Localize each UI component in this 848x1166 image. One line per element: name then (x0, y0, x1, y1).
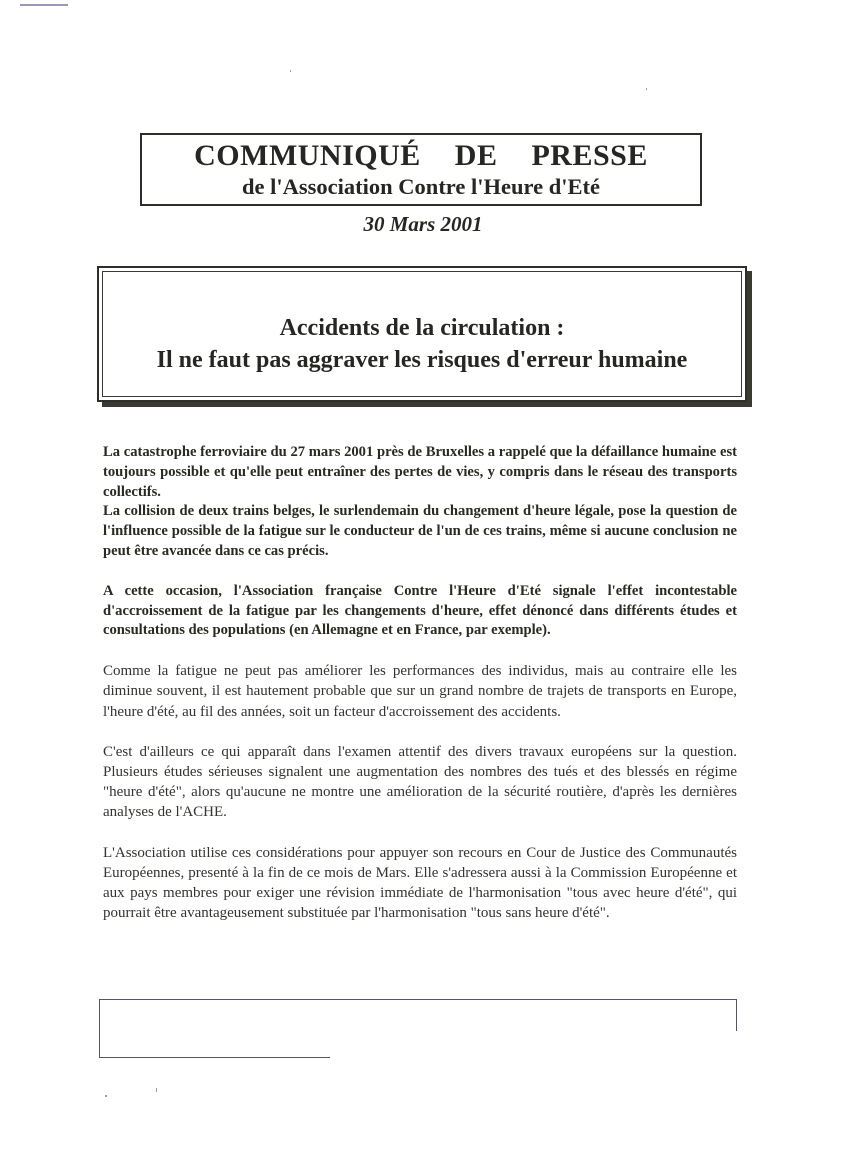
headline-inner-frame (102, 271, 742, 397)
paragraph-4: Comme la fatigue ne peut pas améliorer les performances des individus, mais au contraire elle les diminue souvent, il est hautement probable que sur un grand nombre de trajets de transports en Europe, l'heure d'été, au fil des années, soit un facteur d'accroissement des accidents. (103, 663, 737, 720)
paragraph-2: La collision de deux trains belges, le surlendemain du changement d'heure légale, pose la question de l'influence possible de la fatigue sur le conducteur de l'un de ces trains, même si aucune conclusion ne peut être avancée dans ce cas précis. (103, 503, 737, 559)
document-body (103, 443, 737, 943)
document-title: COMMUNIQUÉ DE PRESSE (194, 139, 648, 172)
scan-artifact-line (20, 4, 68, 6)
scan-speck (646, 88, 647, 90)
scan-speck (156, 1088, 157, 1092)
scan-speck (290, 70, 291, 72)
footer-frame-bottom (99, 1030, 330, 1058)
headline-line-2: Il ne faut pas aggraver les risques d'erreur humaine (156, 347, 688, 373)
paragraph-6: L'Association utilise ces considérations pour appuyer son recours en Cour de Justice des Communautés Européennes, presenté à la fin de ce mois de Mars. Elle s'adressera aussi à la Commission Européenne et aux pays membres pour exiger une révision immédiate de l'harmonisation "tous avec heure d'été", qui pourrait être avantageusement substituée par l'harmonisation "tous sans heure d'été". (103, 844, 737, 922)
paragraph-1: La catastrophe ferroviaire du 27 mars 2001 près de Bruxelles a rappelé que la défaillance humaine est toujours possible et qu'elle peut entraîner des pertes de vies, y compris dans le réseau des transports collectifs. (103, 444, 737, 500)
headline-line-1: Accidents de la circulation : (279, 315, 565, 341)
header-box (140, 133, 702, 206)
paragraph-5: C'est d'ailleurs ce qui apparaît dans l'examen attentif des divers travaux européens sur la question. Plusieurs études sérieuses signalent une augmentation des nombres des tués et des blessés en régime "heure d'été", alors qu'aucune ne montre une amélioration de la sécurité routière, d'après les dernières analyses de l'ACHE. (103, 743, 737, 821)
document-subtitle: de l'Association Contre l'Heure d'Eté (242, 174, 600, 199)
scan-speck (105, 1095, 107, 1097)
footer-frame-top (99, 999, 737, 1031)
headline-box (97, 266, 747, 402)
paragraph-3: A cette occasion, l'Association française Contre l'Heure d'Eté signale l'effet incontestable d'accroissement de la fatigue par les changements d'heure, effet dénoncé dans différents études et consultations des populations (en Allemagne et en France, par exemple). (103, 582, 737, 639)
document-date: 30 Mars 2001 (363, 212, 483, 236)
